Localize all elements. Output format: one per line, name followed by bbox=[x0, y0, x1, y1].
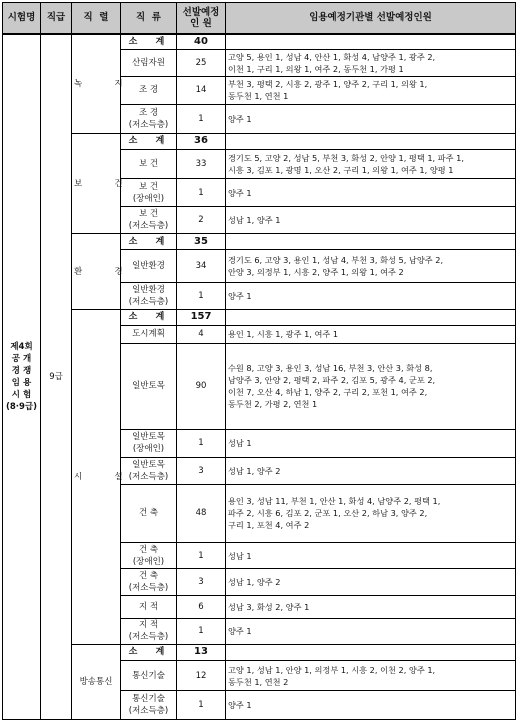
category-cell: 통신기술 (저소득층) bbox=[121, 691, 177, 720]
agency-detail-cell: 경기도 6, 고양 3, 용인 1, 성남 4, 부천 3, 화성 5, 남양주 2, 안양 3, 의정부 1, 시흥 2, 양주 1, 의왕 1, 여주 2 bbox=[226, 249, 516, 282]
category-cell: 조 경 (저소득층) bbox=[121, 104, 177, 134]
header-agencies: 임용예정기관별 선발예정인원 bbox=[226, 3, 516, 34]
subtotal-row bbox=[3, 310, 516, 326]
count-cell: 3 bbox=[177, 457, 226, 484]
category-cell: 지 적 (저소득층) bbox=[121, 618, 177, 644]
subtotal-label: 소 계 bbox=[121, 34, 177, 50]
agency-detail-cell: 고양 5, 용인 1, 성남 4, 안산 1, 화성 4, 남양주 1, 광주 2, 이천 1, 구리 1, 의왕 1, 여주 2, 동두천 1, 가평 1 bbox=[226, 49, 516, 76]
category-cell: 산림자원 bbox=[121, 49, 177, 76]
subtotal-blank bbox=[226, 134, 516, 150]
header-row bbox=[3, 3, 516, 34]
category-cell: 일반환경 (저소득층) bbox=[121, 282, 177, 309]
agency-detail-cell: 수원 8, 고양 3, 용인 3, 성남 16, 부천 3, 안산 3, 화성 8, 남양주 3, 안양 2, 평택 2, 파주 2, 김포 5, 광주 4, 군포 2, 이천 7, 오산 4, 하남 1, 양주 2, 구리 2, 포천 1, 여주 2, 동두천 2, 가평 2, 연천 1 bbox=[226, 343, 516, 429]
subtotal-value: 157 bbox=[177, 310, 226, 326]
series-name: 녹 지 bbox=[72, 34, 121, 134]
grade-value: 9급 bbox=[41, 34, 72, 720]
agency-detail-cell: 양주 1 bbox=[226, 618, 516, 644]
subtotal-blank bbox=[226, 310, 516, 326]
subtotal-value: 35 bbox=[177, 234, 226, 250]
agency-detail-cell: 양주 1 bbox=[226, 282, 516, 309]
agency-detail-cell: 성남 1, 양주 2 bbox=[226, 457, 516, 484]
subtotal-value: 40 bbox=[177, 34, 226, 50]
subtotal-blank bbox=[226, 645, 516, 661]
count-cell: 33 bbox=[177, 149, 226, 179]
category-cell: 일반토목 (저소득층) bbox=[121, 457, 177, 484]
series-name: 환 경 bbox=[72, 234, 121, 310]
agency-detail-cell: 양주 1 bbox=[226, 179, 516, 206]
subtotal-blank bbox=[226, 34, 516, 50]
subtotal-label: 소 계 bbox=[121, 234, 177, 250]
header-planned-count: 선발예정 인 원 bbox=[177, 3, 226, 34]
agency-detail-cell: 성남 3, 화성 2, 양주 1 bbox=[226, 595, 516, 618]
count-cell: 1 bbox=[177, 618, 226, 644]
count-cell: 1 bbox=[177, 691, 226, 720]
subtotal-row bbox=[3, 134, 516, 150]
subtotal-value: 13 bbox=[177, 645, 226, 661]
category-cell: 조 경 bbox=[121, 77, 177, 104]
subtotal-label: 소 계 bbox=[121, 310, 177, 326]
subtotal-value: 36 bbox=[177, 134, 226, 150]
count-cell: 2 bbox=[177, 206, 226, 233]
category-cell: 일반토목 bbox=[121, 343, 177, 429]
header-grade: 직급 bbox=[41, 3, 72, 34]
category-cell: 보 건 (장애인) bbox=[121, 179, 177, 206]
recruitment-table bbox=[2, 2, 516, 720]
header-series: 직 렬 bbox=[72, 3, 121, 34]
series-name: 시 설 bbox=[72, 310, 121, 645]
subtotal-blank bbox=[226, 234, 516, 250]
count-cell: 1 bbox=[177, 430, 226, 457]
header-exam-name: 시험명 bbox=[3, 3, 41, 34]
category-cell: 건 축 bbox=[121, 484, 177, 542]
agency-detail-cell: 성남 1 bbox=[226, 542, 516, 568]
table-body bbox=[3, 34, 516, 720]
count-cell: 34 bbox=[177, 249, 226, 282]
subtotal-row bbox=[3, 34, 516, 50]
agency-detail-cell: 용인 3, 성남 11, 부천 1, 안산 1, 화성 4, 남양주 2, 평택 1, 파주 2, 시흥 6, 김포 2, 군포 1, 오산 2, 하남 3, 양주 2, 구리 1, 포천 4, 여주 2 bbox=[226, 484, 516, 542]
category-cell: 일반토목 (장애인) bbox=[121, 430, 177, 457]
category-cell: 일반환경 bbox=[121, 249, 177, 282]
subtotal-row bbox=[3, 234, 516, 250]
category-cell: 건 축 (장애인) bbox=[121, 542, 177, 568]
agency-detail-cell: 양주 1 bbox=[226, 104, 516, 134]
agency-detail-cell: 양주 1 bbox=[226, 691, 516, 720]
agency-detail-cell: 부천 3, 평택 2, 시흥 2, 광주 1, 양주 2, 구리 1, 의왕 1, 동두천 1, 연천 1 bbox=[226, 77, 516, 104]
count-cell: 1 bbox=[177, 542, 226, 568]
count-cell: 4 bbox=[177, 325, 226, 343]
count-cell: 6 bbox=[177, 595, 226, 618]
exam-title: 제4회 공 개 경 쟁 임 용 시 험 (8·9급) bbox=[3, 34, 41, 720]
count-cell: 25 bbox=[177, 49, 226, 76]
series-name: 보 건 bbox=[72, 134, 121, 234]
agency-detail-cell: 성남 1, 양주 2 bbox=[226, 569, 516, 595]
subtotal-label: 소 계 bbox=[121, 645, 177, 661]
agency-detail-cell: 용인 1, 시흥 1, 광주 1, 여주 1 bbox=[226, 325, 516, 343]
category-cell: 보 건 bbox=[121, 149, 177, 179]
count-cell: 12 bbox=[177, 660, 226, 691]
count-cell: 48 bbox=[177, 484, 226, 542]
subtotal-label: 소 계 bbox=[121, 134, 177, 150]
subtotal-row bbox=[3, 645, 516, 661]
agency-detail-cell: 성남 1 bbox=[226, 430, 516, 457]
count-cell: 1 bbox=[177, 104, 226, 134]
count-cell: 14 bbox=[177, 77, 226, 104]
agency-detail-cell: 경기도 5, 고양 2, 성남 5, 부천 3, 화성 2, 안양 1, 평택 1, 파주 1, 시흥 3, 김포 1, 광명 1, 오산 2, 구리 1, 의왕 1, 여주 1, 양평 1 bbox=[226, 149, 516, 179]
count-cell: 90 bbox=[177, 343, 226, 429]
series-name: 방송통신 bbox=[72, 645, 121, 720]
category-cell: 통신기술 bbox=[121, 660, 177, 691]
category-cell: 도시계획 bbox=[121, 325, 177, 343]
category-cell: 지 적 bbox=[121, 595, 177, 618]
count-cell: 1 bbox=[177, 179, 226, 206]
count-cell: 3 bbox=[177, 569, 226, 595]
category-cell: 건 축 (저소득층) bbox=[121, 569, 177, 595]
count-cell: 1 bbox=[177, 282, 226, 309]
category-cell: 보 건 (저소득층) bbox=[121, 206, 177, 233]
header-category: 직 류 bbox=[121, 3, 177, 34]
agency-detail-cell: 성남 1, 양주 1 bbox=[226, 206, 516, 233]
agency-detail-cell: 고양 1, 성남 1, 안양 1, 의정부 1, 시흥 2, 이천 2, 양주 1, 동두천 1, 연천 2 bbox=[226, 660, 516, 691]
